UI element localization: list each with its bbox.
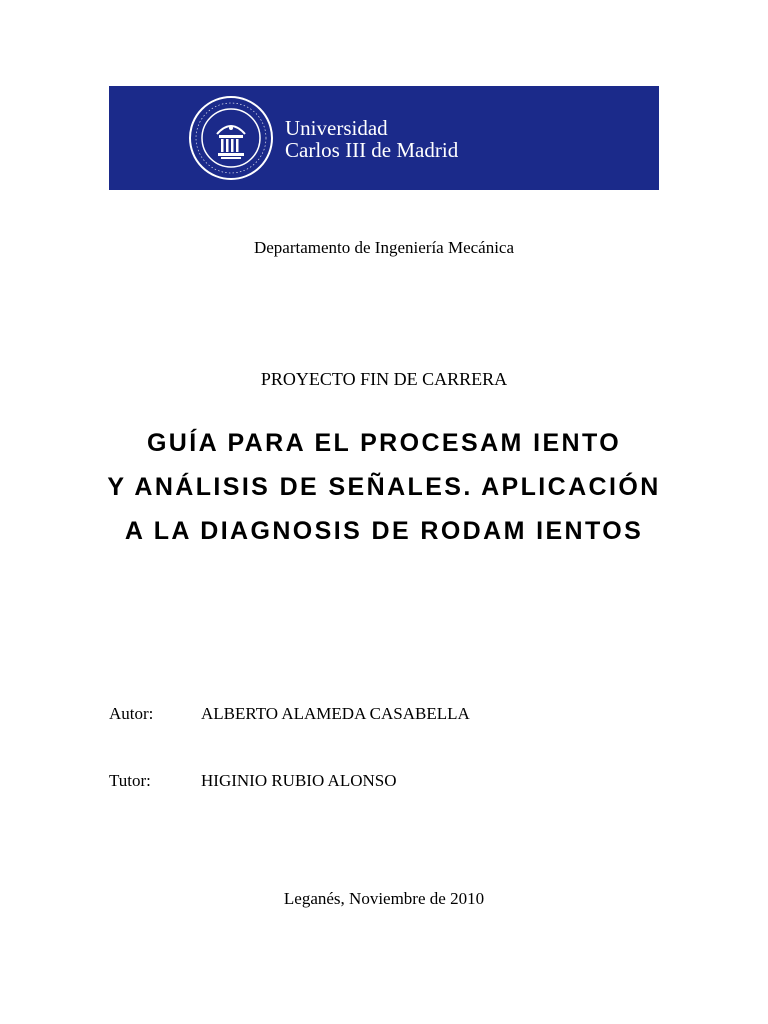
place-and-date: Leganés, Noviembre de 2010 [283, 889, 485, 908]
thesis-title-line3: A LA DIAGNOSIS DE RODAM IENTOS [124, 517, 644, 545]
thesis-title-line1: GUÍA PARA EL PROCESAM IENTO [146, 429, 622, 457]
university-name [285, 117, 458, 161]
thesis-title-line2: Y ANÁLISIS DE SEÑALES. APLICACIÓN [107, 473, 661, 501]
university-header-banner [109, 86, 659, 190]
department-name: Departamento de Ingeniería Mecánica [253, 238, 515, 257]
university-seal-icon [187, 94, 275, 182]
tutor-label: Tutor: [109, 771, 151, 790]
author-label: Autor: [109, 704, 154, 723]
tutor-name: HIGINIO RUBIO ALONSO [201, 771, 397, 790]
university-name-line2: Carlos III de Madrid [285, 138, 459, 162]
tutor-row [109, 771, 397, 791]
author-row [109, 704, 470, 724]
university-name-line1: Universidad [285, 116, 388, 140]
thesis-title [0, 421, 768, 553]
project-type: PROYECTO FIN DE CARRERA [260, 369, 508, 389]
author-name: ALBERTO ALAMEDA CASABELLA [201, 704, 470, 723]
